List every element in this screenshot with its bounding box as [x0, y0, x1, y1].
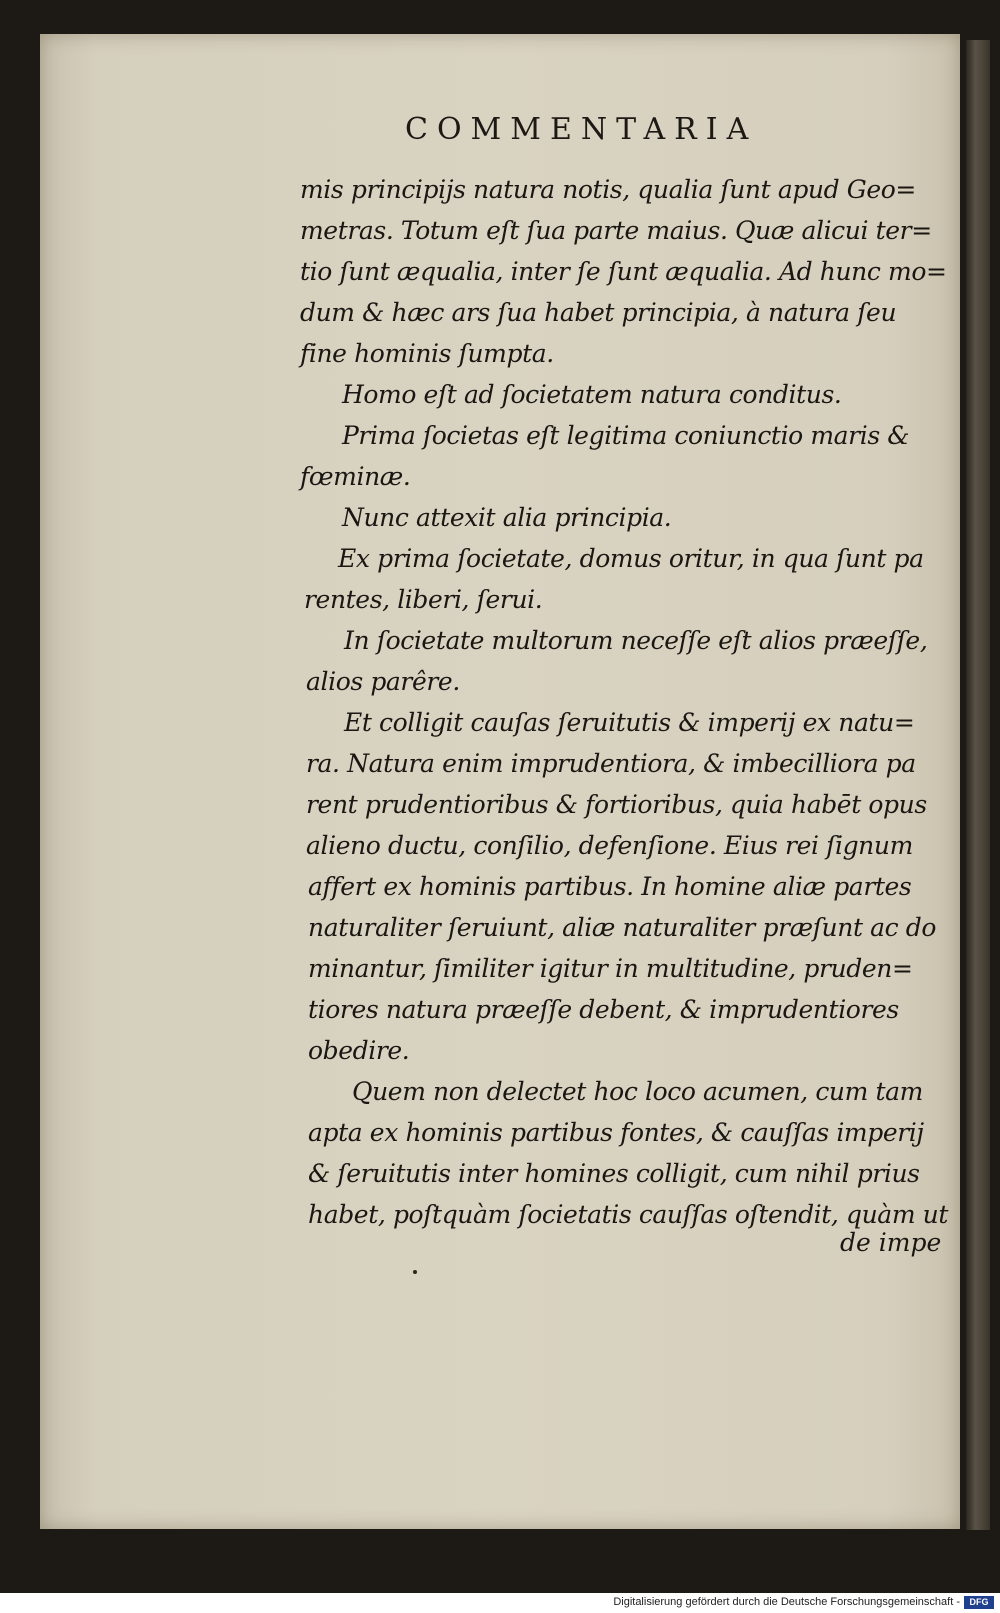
text-line: rentes, liberi, ſerui.	[304, 585, 543, 614]
dfg-logo: DFG	[964, 1596, 994, 1609]
page-edge	[966, 40, 990, 1530]
text-line: habet, poſtquàm ſocietatis cauſſas oſtendit, quàm ut	[308, 1200, 949, 1229]
text-line: ra. Natura enim imprudentiora, & imbecilliora pa	[306, 749, 916, 778]
ink-speck	[413, 1270, 417, 1274]
text-line: alios parêre.	[306, 667, 460, 696]
text-line: apta ex hominis partibus fontes, & cauſſas imperij	[308, 1118, 924, 1147]
digitization-credit: Digitalisierung gefördert durch die Deutsche Forschungsgemeinschaft -	[613, 1596, 960, 1608]
footer	[0, 1593, 1000, 1613]
catchword: de impe	[840, 1228, 942, 1257]
text-line: tio ſunt æqualia, inter ſe ſunt æqualia. Ad hunc mo=	[300, 257, 947, 286]
text-line: naturaliter ſeruiunt, aliæ naturaliter præſunt ac do	[308, 913, 937, 942]
text-line: obedire.	[308, 1036, 410, 1065]
text-line: metras. Totum eſt ſua parte maius. Quæ alicui ter=	[300, 216, 932, 245]
text-line: Quem non delectet hoc loco acumen, cum tam	[352, 1077, 923, 1106]
text-line: minantur, ſimiliter igitur in multitudine, pruden=	[308, 954, 913, 983]
running-head: COMMENTARIA	[405, 112, 758, 147]
text-line: Et colligit cauſas ſeruitutis & imperij ex natu=	[344, 708, 915, 737]
text-line: rent prudentioribus & fortioribus, quia habēt opus	[306, 790, 927, 819]
text-line: Ex prima ſocietate, domus oritur, in qua ſunt pa	[338, 544, 924, 573]
text-line: Prima ſocietas eſt legitima coniunctio maris &	[342, 421, 910, 450]
text-line: tiores natura præeſſe debent, & imprudentiores	[308, 995, 899, 1024]
text-line: In ſocietate multorum neceſſe eſt alios præeſſe,	[344, 626, 928, 655]
text-line: affert ex hominis partibus. In homine aliæ partes	[308, 872, 912, 901]
text-line: fœminæ.	[300, 462, 411, 491]
text-line: mis principijs natura notis, qualia ſunt apud Geo=	[300, 175, 916, 204]
text-line: fine hominis ſumpta.	[300, 339, 554, 368]
text-line: & ſeruitutis inter homines colligit, cum nihil prius	[308, 1159, 920, 1188]
text-line: Homo eſt ad ſocietatem natura conditus.	[342, 380, 842, 409]
text-line: alieno ductu, conſilio, defenſione. Eius rei ſignum	[306, 831, 913, 860]
text-line: Nunc attexit alia principia.	[342, 503, 672, 532]
text-line: dum & hæc ars ſua habet principia, à natura ſeu	[300, 298, 897, 327]
